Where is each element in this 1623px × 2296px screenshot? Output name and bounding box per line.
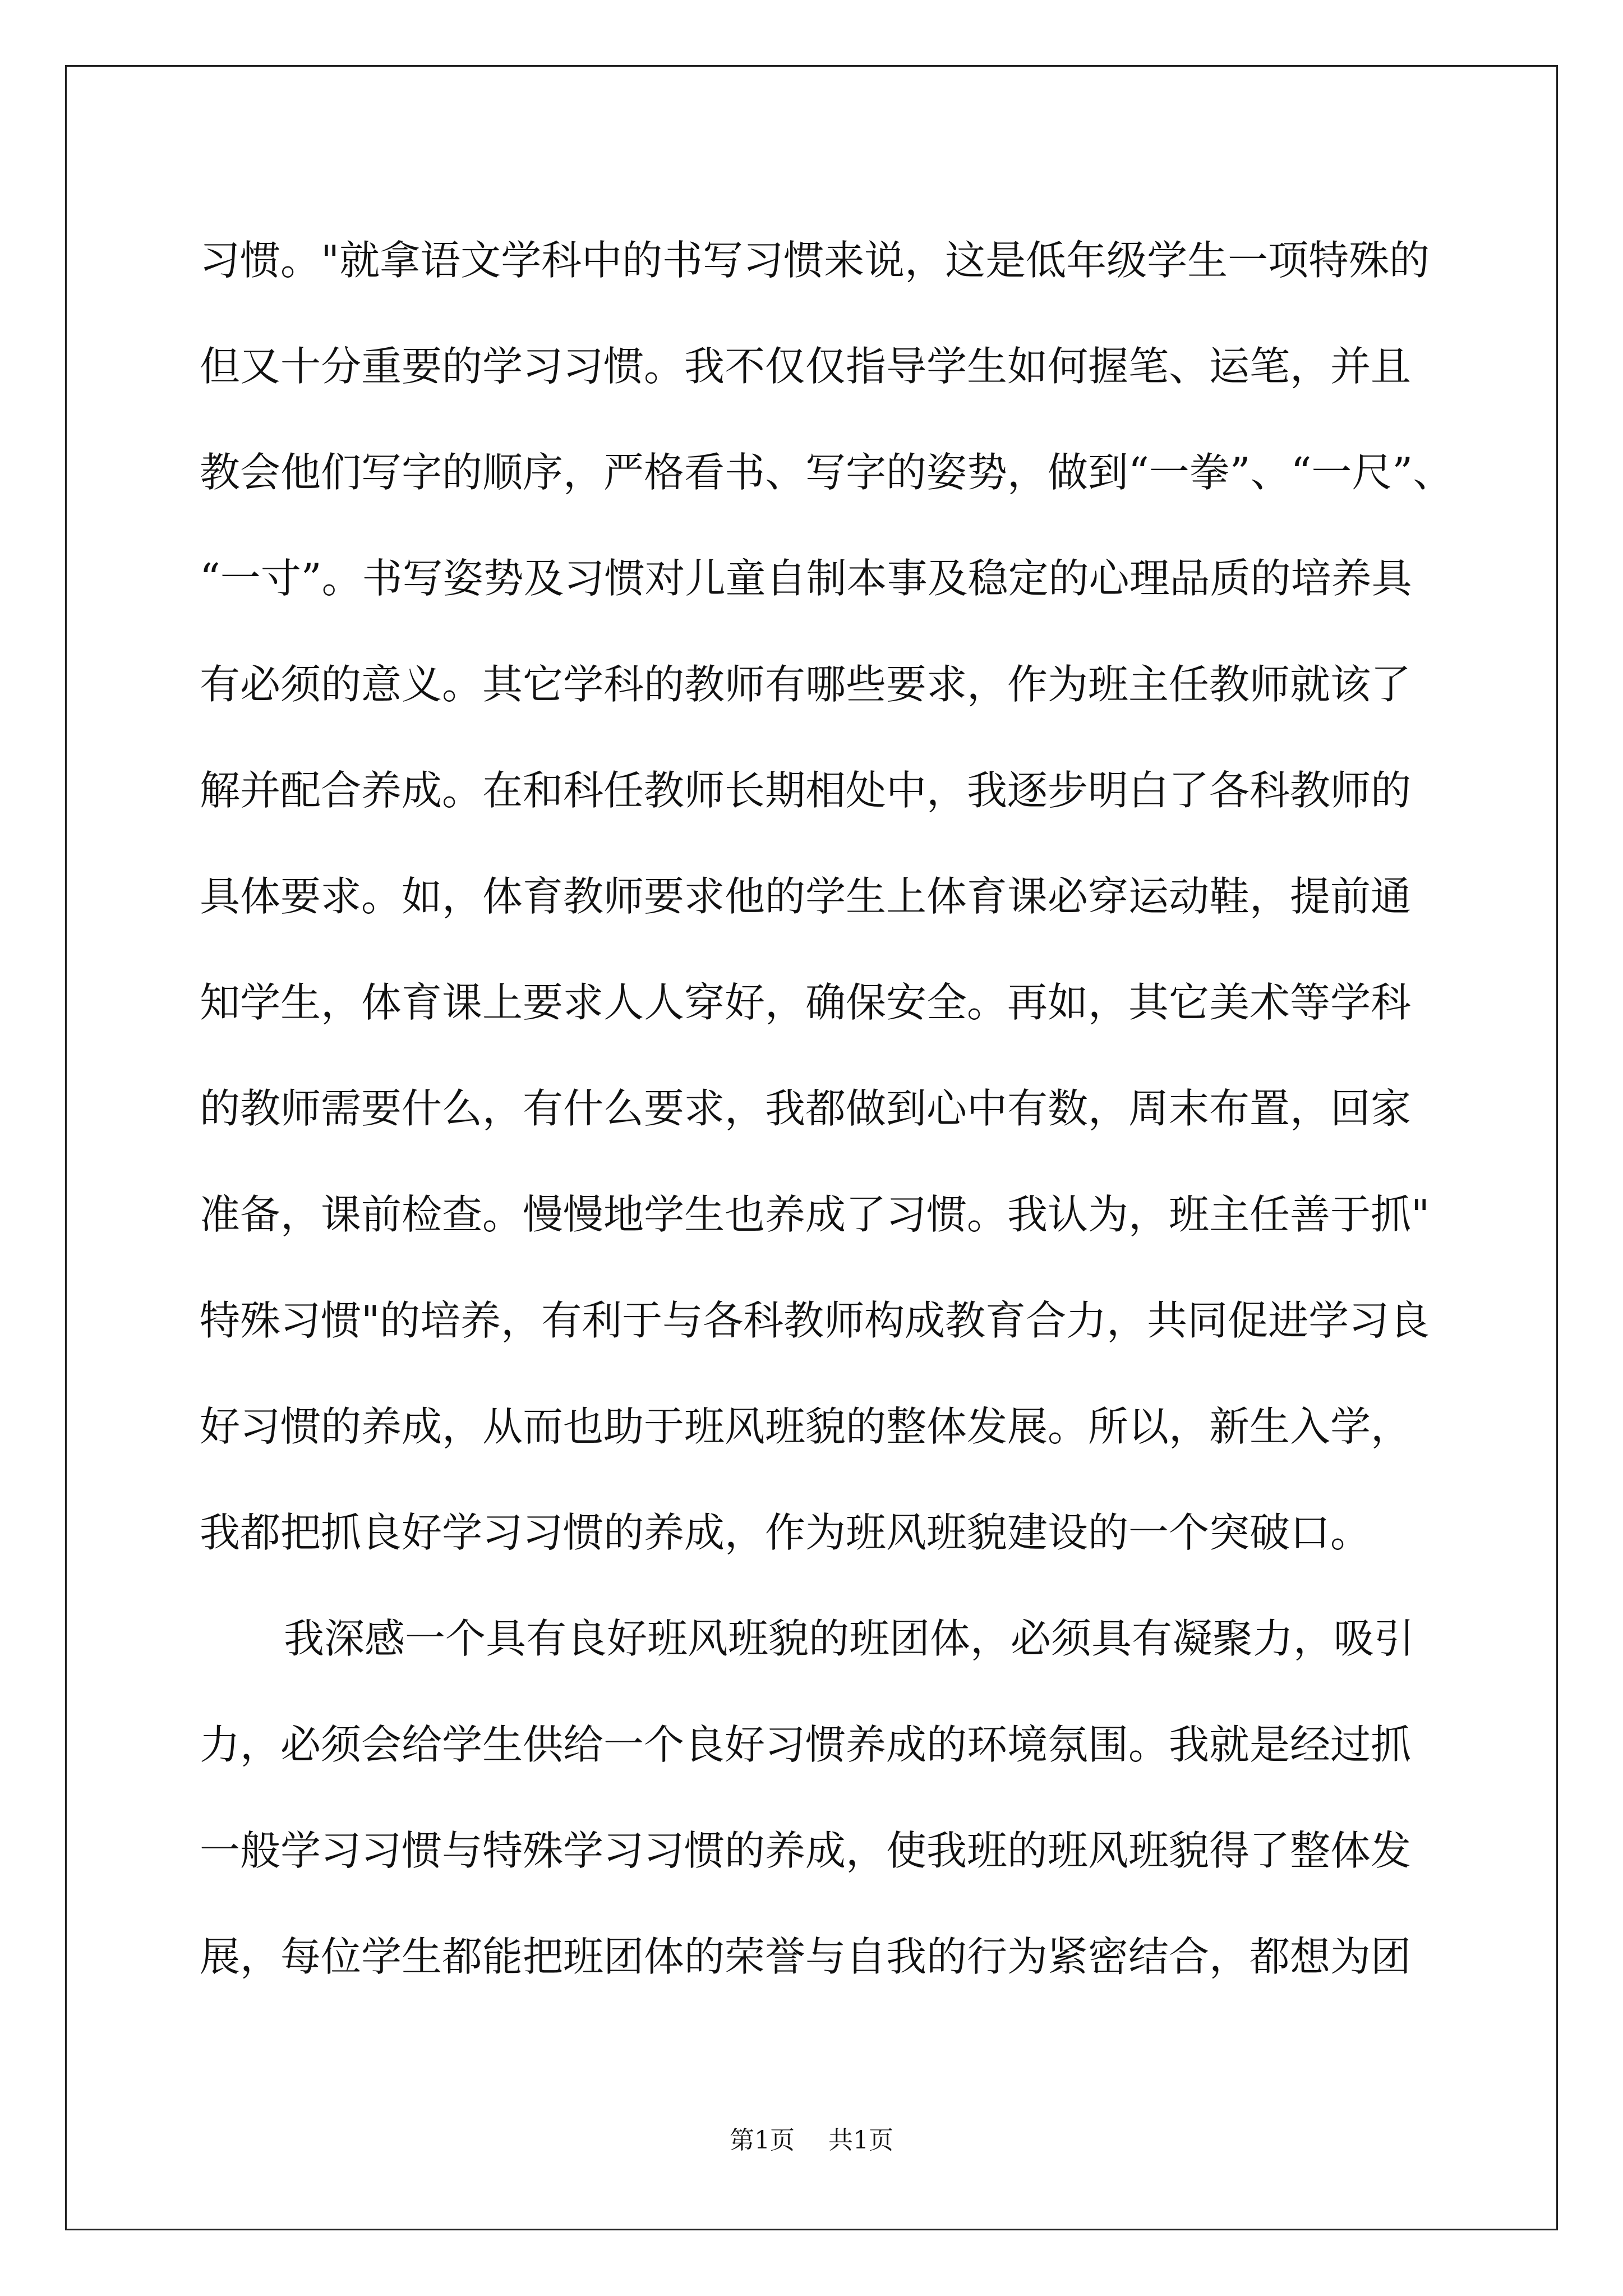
page-total: 共1页	[828, 2126, 893, 2155]
text-line: 知学生，体育课上要求人人穿好，确保安全。再如，其它美术等学科	[200, 979, 1412, 1026]
text-line: 特殊习惯"的培养，有利于与各科教师构成教育合力，共同促进学习良	[200, 1297, 1430, 1344]
text-line: 好习惯的养成，从而也助于班风班貌的整体发展。所以，新生入学，	[200, 1403, 1412, 1450]
text-line: 有必须的意义。其它学科的教师有哪些要求，作为班主任教师就该了	[200, 661, 1412, 708]
text-line: 准备，课前检查。慢慢地学生也养成了习惯。我认为，班主任善于抓"	[200, 1191, 1430, 1238]
document-body	[200, 208, 1454, 2010]
text-line: 具体要求。如，体育教师要求他的学生上体育课必穿运动鞋，提前通	[200, 873, 1412, 920]
text-line: “一寸”。书写姿势及习惯对儿童自制本事及稳定的心理品质的培养具	[200, 555, 1412, 602]
text-line: 但又十分重要的学习习惯。我不仅仅指导学生如何握笔、运笔，并且	[200, 343, 1412, 390]
text-line: 的教师需要什么，有什么要求，我都做到心中有数，周末布置，回家	[200, 1085, 1412, 1132]
page-footer	[0, 2124, 1623, 2157]
text-line: 我都把抓良好学习习惯的养成，作为班风班貌建设的一个突破口。	[200, 1509, 1371, 1556]
text-line: 教会他们写字的顺序，严格看书、写字的姿势，做到“一拳”、“一尺”、	[200, 449, 1454, 496]
text-line: 力，必须会给学生供给一个良好习惯养成的环境氛围。我就是经过抓	[200, 1721, 1412, 1768]
text-line: 一般学习习惯与特殊学习习惯的养成，使我班的班风班貌得了整体发	[200, 1827, 1412, 1874]
text-line: 解并配合养成。在和科任教师长期相处中，我逐步明白了各科教师的	[200, 767, 1412, 814]
text-line-paragraph-start: 我深感一个具有良好班风班貌的班团体，必须具有凝聚力，吸引	[284, 1615, 1415, 1662]
text-line: 习惯。"就拿语文学科中的书写习惯来说，这是低年级学生一项特殊的	[200, 237, 1430, 284]
page-number: 第1页	[730, 2126, 795, 2155]
text-line: 展，每位学生都能把班团体的荣誉与自我的行为紧密结合，都想为团	[200, 1933, 1412, 1980]
